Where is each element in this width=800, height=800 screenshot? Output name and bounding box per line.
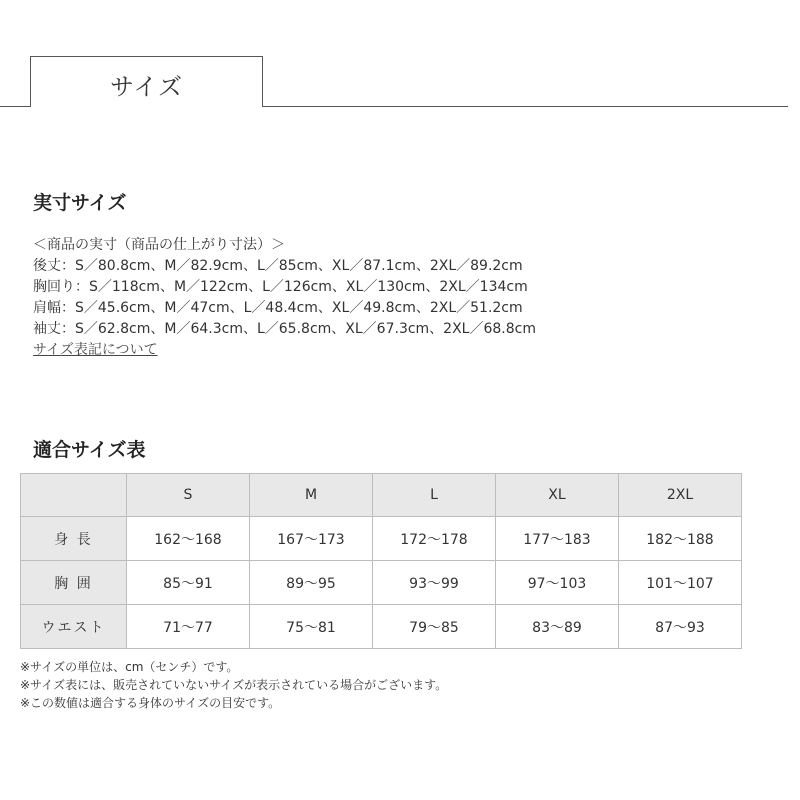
table-cell: 87〜93 [619,605,742,649]
fit-table-heading: 適合サイズ表 [33,439,146,461]
row-header: ウエスト [21,605,127,649]
fit-size-table [20,473,742,649]
size-notation-link[interactable]: サイズ表記について [33,342,158,358]
note-guideline: ※この数値は適合する身体のサイズの目安です。 [20,696,281,710]
tab-divider-right [262,106,788,107]
spec-back-length: 後丈：S／80.8cm、M／82.9cm、L／85cm、XL／87.1cm、2XL／89.2cm [33,258,523,274]
column-header: M [250,474,373,517]
row-header: 身 長 [21,517,127,561]
table-cell: 71〜77 [127,605,250,649]
column-header: 2XL [619,474,742,517]
table-cell: 93〜99 [373,561,496,605]
table-cell: 101〜107 [619,561,742,605]
note-unavailable-sizes: ※サイズ表には、販売されていないサイズが表示されている場合がございます。 [20,678,448,692]
spec-intro-line: ＜商品の実寸（商品の仕上がり寸法）＞ [33,237,285,253]
row-header: 胸 囲 [21,561,127,605]
column-header: XL [496,474,619,517]
table-cell: 177〜183 [496,517,619,561]
table-row [21,605,742,649]
actual-size-specs [33,235,536,361]
table-cell: 172〜178 [373,517,496,561]
table-cell: 85〜91 [127,561,250,605]
table-cell: 89〜95 [250,561,373,605]
actual-size-heading: 実寸サイズ [33,192,127,214]
table-cell: 182〜188 [619,517,742,561]
table-cell: 97〜103 [496,561,619,605]
column-header: S [127,474,250,517]
table-corner-cell [21,474,127,517]
tab-size[interactable] [30,56,263,107]
table-cell: 162〜168 [127,517,250,561]
tab-divider-left [0,106,31,107]
table-cell: 75〜81 [250,605,373,649]
note-unit: ※サイズの単位は、cm（センチ）です。 [20,660,239,674]
table-cell: 79〜85 [373,605,496,649]
tab-size-label: サイズ [109,73,184,101]
table-row [21,517,742,561]
table-row [21,561,742,605]
size-notes [20,658,447,712]
table-cell: 167〜173 [250,517,373,561]
table-header-row [21,474,742,517]
column-header: L [373,474,496,517]
table-cell: 83〜89 [496,605,619,649]
spec-chest: 胸回り：S／118cm、M／122cm、L／126cm、XL／130cm、2XL／134cm [33,279,528,295]
spec-shoulder-width: 肩幅：S／45.6cm、M／47cm、L／48.4cm、XL／49.8cm、2XL／51.2cm [33,300,523,316]
spec-sleeve-length: 袖丈：S／62.8cm、M／64.3cm、L／65.8cm、XL／67.3cm、2XL／68.8cm [33,321,536,337]
